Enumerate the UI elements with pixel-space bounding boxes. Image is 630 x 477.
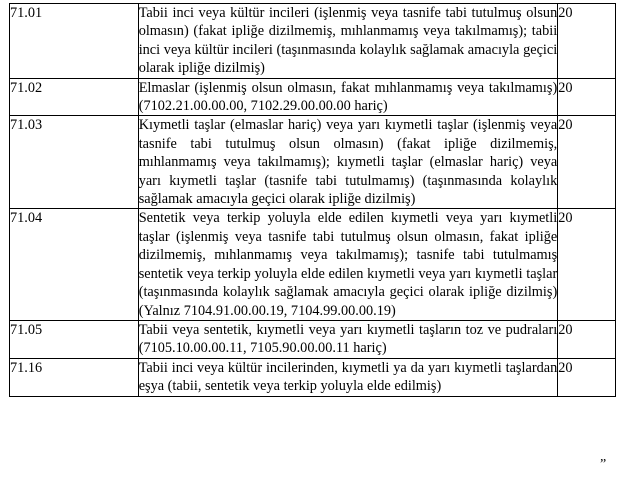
rate-value: 20 [558, 116, 616, 209]
product-description: Kıymetli taşlar (elmaslar hariç) veya yarı kıymetli taşlar (işlenmiş veya tasnife tabi tutulmuş olsun olmasın) (fakat ipliğe dizilmemiş, mıhlanmamış veya takılmamış); kıymetli taşlar (elmaslar hariç) veya yarı kıymetli taşlar (tasnife tabi tutulmamış) (taşınmasında kolaylık sağlamak amacıyla geçici olarak ipliğe dizilmiş) [138, 117, 558, 208]
rate-value: 20 [558, 4, 616, 79]
tariff-code: 71.02 [10, 78, 139, 116]
rate-value: 20 [558, 358, 616, 396]
tariff-code: 71.05 [10, 320, 139, 358]
table-row [10, 209, 616, 320]
closing-quote-mark: ” [600, 457, 607, 472]
product-description: Tabii inci veya kültür incilerinden, kıymetli ya da yarı kıymetli taşlardan eşya (tabii, sentetik veya terkip yoluyla elde edilmiş) [138, 359, 558, 395]
tariff-code: 71.04 [10, 209, 139, 320]
rate-value: 20 [558, 209, 616, 320]
table-row [10, 4, 616, 79]
tariff-code: 71.01 [10, 4, 139, 79]
product-description: Sentetik veya terkip yoluyla elde edilen kıymetli veya yarı kıymetli taşlar (işlenmiş veya tasnife tabi tutulmuş olsun olmasın, fakat ipliğe dizilmemiş, mıhlanmamış veya takılmamış); tasnife tabi tutulmamış sentetik veya terkip yoluyla elde edilen kıymetli veya yarı kıymetli taşlar (taşınmasında kolaylık sağlamak amacıyla geçici olarak ipliğe dizilmiş) (Yalnız 7104.91.00.00.19, 7104.99.00.00.19) [138, 210, 558, 319]
rate-value: 20 [558, 78, 616, 116]
product-description: Elmaslar (işlenmiş olsun olmasın, fakat mıhlanmamış veya takılmamış) (7102.21.00.00.00, 7102.29.00.00.00 hariç) [138, 79, 558, 115]
table-row [10, 116, 616, 209]
table-row [10, 358, 616, 396]
table-row [10, 78, 616, 116]
product-description: Tabii veya sentetik, kıymetli veya yarı kıymetli taşların toz ve pudraları (7105.10.00.00.11, 7105.90.00.00.11 hariç) [138, 321, 558, 357]
product-description: Tabii inci veya kültür incileri (işlenmiş veya tasnife tabi tutulmuş olsun olmasın) (fakat ipliğe dizilmemiş, mıhlanmamış veya takılmamış); tabii inci veya kültür incileri (taşınmasında kolaylık sağlamak amacıyla geçici olarak ipliğe dizilmiş) [138, 5, 558, 77]
tariff-code: 71.16 [10, 358, 139, 396]
tariff-code: 71.03 [10, 116, 139, 209]
rate-value: 20 [558, 320, 616, 358]
tariff-table [9, 3, 616, 397]
table-row [10, 320, 616, 358]
